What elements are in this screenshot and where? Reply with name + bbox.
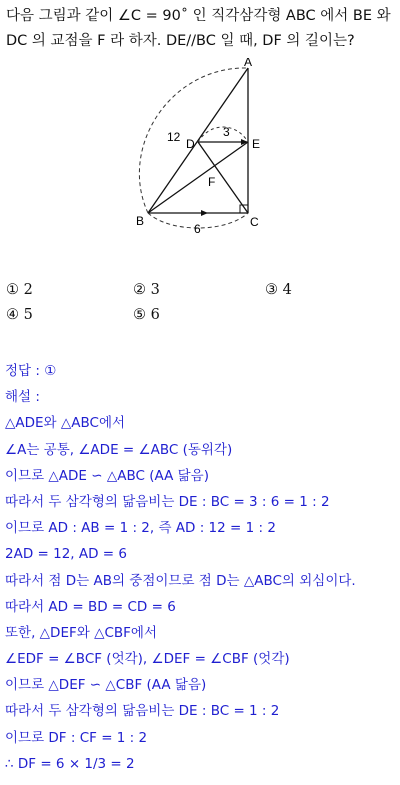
solution-line-1: △ADE와 △ABC에서 [5,415,126,432]
explanation-header: 해설 : [5,389,40,406]
label-c: C [250,215,259,229]
solution-line-7: 따라서 점 D는 AB의 중점이므로 점 D는 △ABC의 외심이다. [5,572,356,589]
label-bc-length: 6 [194,222,201,236]
solution-line-6: 2AD = 12, AD = 6 [5,546,127,563]
solution-line-10: ∠EDF = ∠BCF (엇각), ∠DEF = ∠CBF (엇각) [5,651,290,668]
choice-3[interactable]: ③ 4 [265,282,292,298]
choice-2[interactable]: ② 3 [133,282,160,298]
solution-line-3: 이므로 △ADE ∽ △ABC (AA 닮음) [5,467,209,484]
solution-line-11: 이므로 △DEF ∽ △CBF (AA 닮음) [5,677,207,694]
choice-5[interactable]: ⑤ 6 [133,307,160,323]
solution-line-4: 따라서 두 삼각형의 닮음비는 DE : BC = 3 : 6 = 1 : 2 [5,493,330,510]
triangle-figure [130,58,280,248]
choice-4[interactable]: ④ 5 [6,307,33,323]
question-line-2: DC 의 교점을 F 라 하자. DE//BC 일 때, DF 의 길이는? [6,33,355,49]
solution-line-8: 따라서 AD = BD = CD = 6 [5,598,176,615]
solution-line-2: ∠A는 공통, ∠ADE = ∠ABC (동위각) [5,441,233,458]
label-ab-length: 12 [167,130,181,144]
solution-block [5,358,397,777]
question-line-1: 다음 그림과 같이 ∠C = 90˚ 인 직각삼각형 ABC 에서 BE 와 [6,8,391,24]
solution-line-9: 또한, △DEF와 △CBF에서 [5,624,157,641]
choices-row-1 [6,282,396,307]
question-text [6,4,394,54]
answer-line: 정답 : ① [5,363,57,379]
choice-1[interactable]: ① 2 [6,282,33,298]
label-f: F [208,175,216,189]
arrow-bc-icon [201,210,208,216]
segment-be [148,142,248,213]
label-e: E [252,137,261,151]
label-d: D [186,137,195,151]
solution-line-5: 이므로 AD : AB = 1 : 2, 즉 AD : 12 = 1 : 2 [5,520,276,537]
choices-list [6,282,396,332]
solution-line-14: ∴ DF = 6 × 1/3 = 2 [5,755,135,772]
label-b: B [136,214,145,228]
label-de-length: 3 [223,125,230,139]
solution-line-13: 이므로 DF : CF = 1 : 2 [5,729,148,746]
segment-dc [198,142,248,213]
label-a: A [244,58,253,69]
solution-line-12: 따라서 두 삼각형의 닮음비는 DE : BC = 1 : 2 [5,703,280,720]
choices-row-2 [6,307,396,332]
